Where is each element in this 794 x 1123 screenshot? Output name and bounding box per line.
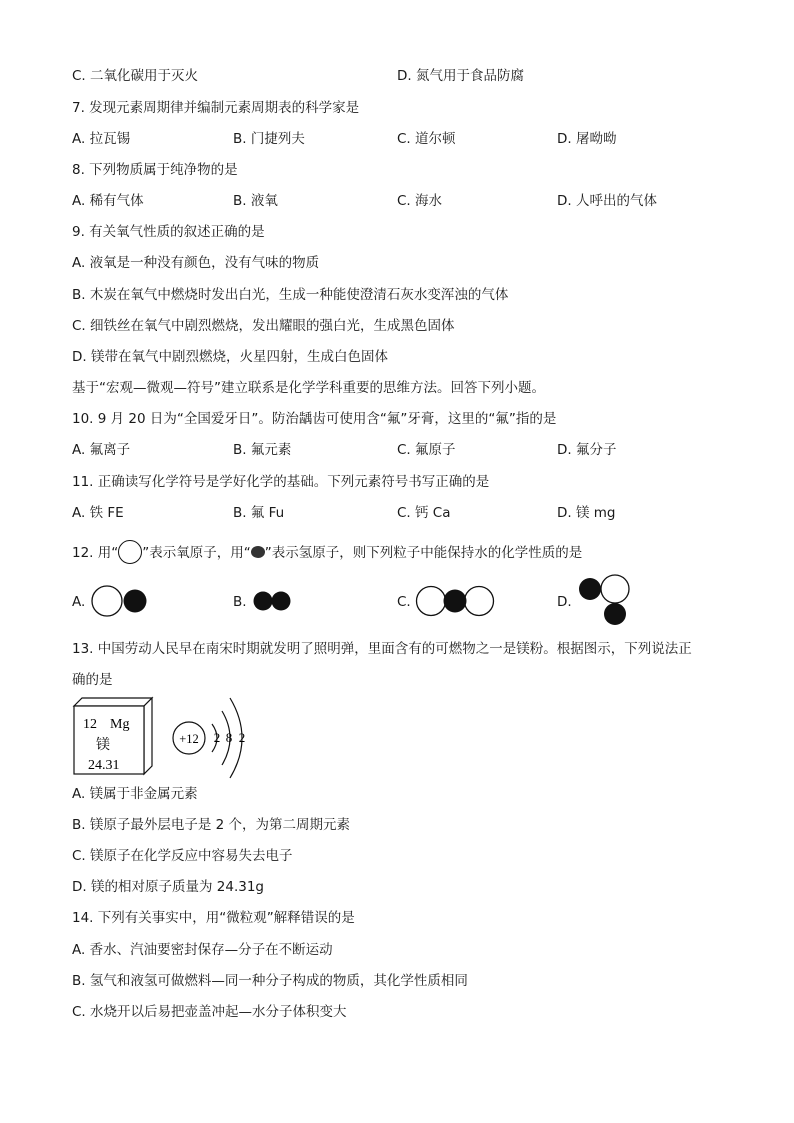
q13-option-b: B. 镁原子最外层电子是 2 个，为第二周期元素 (72, 817, 351, 833)
hydrogen-atom (272, 592, 291, 611)
q12-option-b-label: B. (233, 594, 247, 610)
section-intro: 基于“宏观—微观—符号”建立联系是化学学科重要的思维方法。回答下列小题。 (72, 380, 545, 396)
q10-option-d: D. 氟分子 (557, 442, 617, 458)
magnesium-element-card (72, 696, 156, 778)
q14-option-a: A. 香水、汽油要密封保存—分子在不断运动 (72, 942, 333, 958)
card-element-name: 镁 (96, 737, 110, 753)
oxygen-atom (465, 587, 494, 616)
q8-stem: 8. 下列物质属于纯净物的是 (72, 162, 238, 178)
q8-option-c: C. 海水 (397, 193, 443, 209)
q11-stem: 11. 正确读写化学符号是学好化学的基础。下列元素符号书写正确的是 (72, 474, 490, 490)
q12-option-a-molecule (90, 584, 154, 618)
q12-stem-part3: ”表示氢原子，则下列粒子中能保持水的化学性质的是 (264, 545, 583, 561)
q13-stem-line2: 确的是 (72, 672, 113, 688)
q12-option-a-label: A. (72, 594, 86, 610)
q13-option-a: A. 镁属于非金属元素 (72, 786, 198, 802)
q8-option-d: D. 人呼出的气体 (557, 193, 657, 209)
q13-option-c: C. 镁原子在化学反应中容易失去电子 (72, 848, 293, 864)
oxygen-atom-icon (118, 540, 142, 564)
hydrogen-atom (604, 603, 626, 625)
q7-stem: 7. 发现元素周期律并编制元素周期表的科学家是 (72, 100, 360, 116)
nucleus-charge: +12 (179, 732, 199, 746)
hydrogen-atom (444, 590, 467, 613)
q11-option-a: A. 铁 FE (72, 505, 124, 521)
q13-stem-line1: 13. 中国劳动人民早在南宋时期就发明了照明弹，里面含有的可燃物之一是镁粉。根据图示，下列说法正 (72, 641, 692, 657)
shell-2-electrons: 8 (225, 730, 233, 745)
q11-option-c: C. 钙 Ca (397, 505, 451, 521)
card-symbol: Mg (110, 717, 130, 732)
q8-option-a: A. 稀有气体 (72, 193, 144, 209)
q10-option-b: B. 氟元素 (233, 442, 292, 458)
q12-stem-part1: 12. 用“ (72, 545, 119, 561)
hydrogen-atom (124, 590, 147, 613)
q12-stem (72, 540, 582, 564)
q8-option-b: B. 液氧 (233, 193, 278, 209)
q14-option-c: C. 水烧开以后易把壶盖冲起—水分子体积变大 (72, 1004, 347, 1020)
hydrogen-atom-icon (251, 546, 265, 558)
q7-option-a: A. 拉瓦锡 (72, 131, 131, 147)
option-d-n2: D. 氮气用于食品防腐 (397, 68, 524, 84)
shell-3-electrons: 2 (238, 730, 246, 745)
q14-option-b: B. 氢气和液氢可做燃料—同一种分子构成的物质，其化学性质相同 (72, 973, 468, 989)
card-atomic-number: 12 (83, 717, 97, 732)
q10-option-a: A. 氟离子 (72, 442, 131, 458)
q7-option-c: C. 道尔顿 (397, 131, 456, 147)
q13-option-d: D. 镁的相对原子质量为 24.31g (72, 879, 264, 895)
oxygen-atom (92, 586, 122, 616)
shell-1-electrons: 2 (213, 730, 221, 745)
magnesium-atom-structure-diagram (170, 694, 260, 784)
q9-option-a: A. 液氧是一种没有颜色，没有气味的物质 (72, 255, 320, 271)
q12-option-c-label: C. (397, 594, 411, 610)
q9-option-b: B. 木炭在氧气中燃烧时发出白光，生成一种能使澄清石灰水变浑浊的气体 (72, 287, 509, 303)
q12-option-d-molecule (577, 573, 637, 629)
q12-stem-part2: ”表示氧原子，用“ (142, 545, 251, 561)
q7-option-b: B. 门捷列夫 (233, 131, 305, 147)
option-c-co2: C. 二氧化碳用于灭火 (72, 68, 199, 84)
q12-option-d-label: D. (557, 594, 572, 610)
q10-option-c: C. 氟原子 (397, 442, 456, 458)
card-atomic-mass: 24.31 (88, 758, 120, 773)
q9-option-c: C. 细铁丝在氧气中剧烈燃烧，发出耀眼的强白光，生成黑色固体 (72, 318, 455, 334)
q11-option-d: D. 镁 mg (557, 505, 616, 521)
hydrogen-atom (254, 592, 273, 611)
q9-stem: 9. 有关氧气性质的叙述正确的是 (72, 224, 265, 240)
q7-option-d: D. 屠呦呦 (557, 131, 617, 147)
q9-option-d: D. 镁带在氧气中剧烈燃烧，火星四射，生成白色固体 (72, 349, 388, 365)
q12-option-b-molecule (252, 590, 294, 612)
q12-option-c-molecule (415, 584, 497, 618)
q10-stem: 10. 9 月 20 日为“全国爱牙日”。防治龋齿可使用含“氟”牙膏，这里的“氟”指的是 (72, 411, 557, 427)
oxygen-atom (601, 575, 629, 603)
q14-stem: 14. 下列有关事实中，用“微粒观”解释错误的是 (72, 910, 355, 926)
oxygen-atom (417, 587, 446, 616)
hydrogen-atom (579, 578, 601, 600)
q11-option-b: B. 氟 Fu (233, 505, 285, 521)
